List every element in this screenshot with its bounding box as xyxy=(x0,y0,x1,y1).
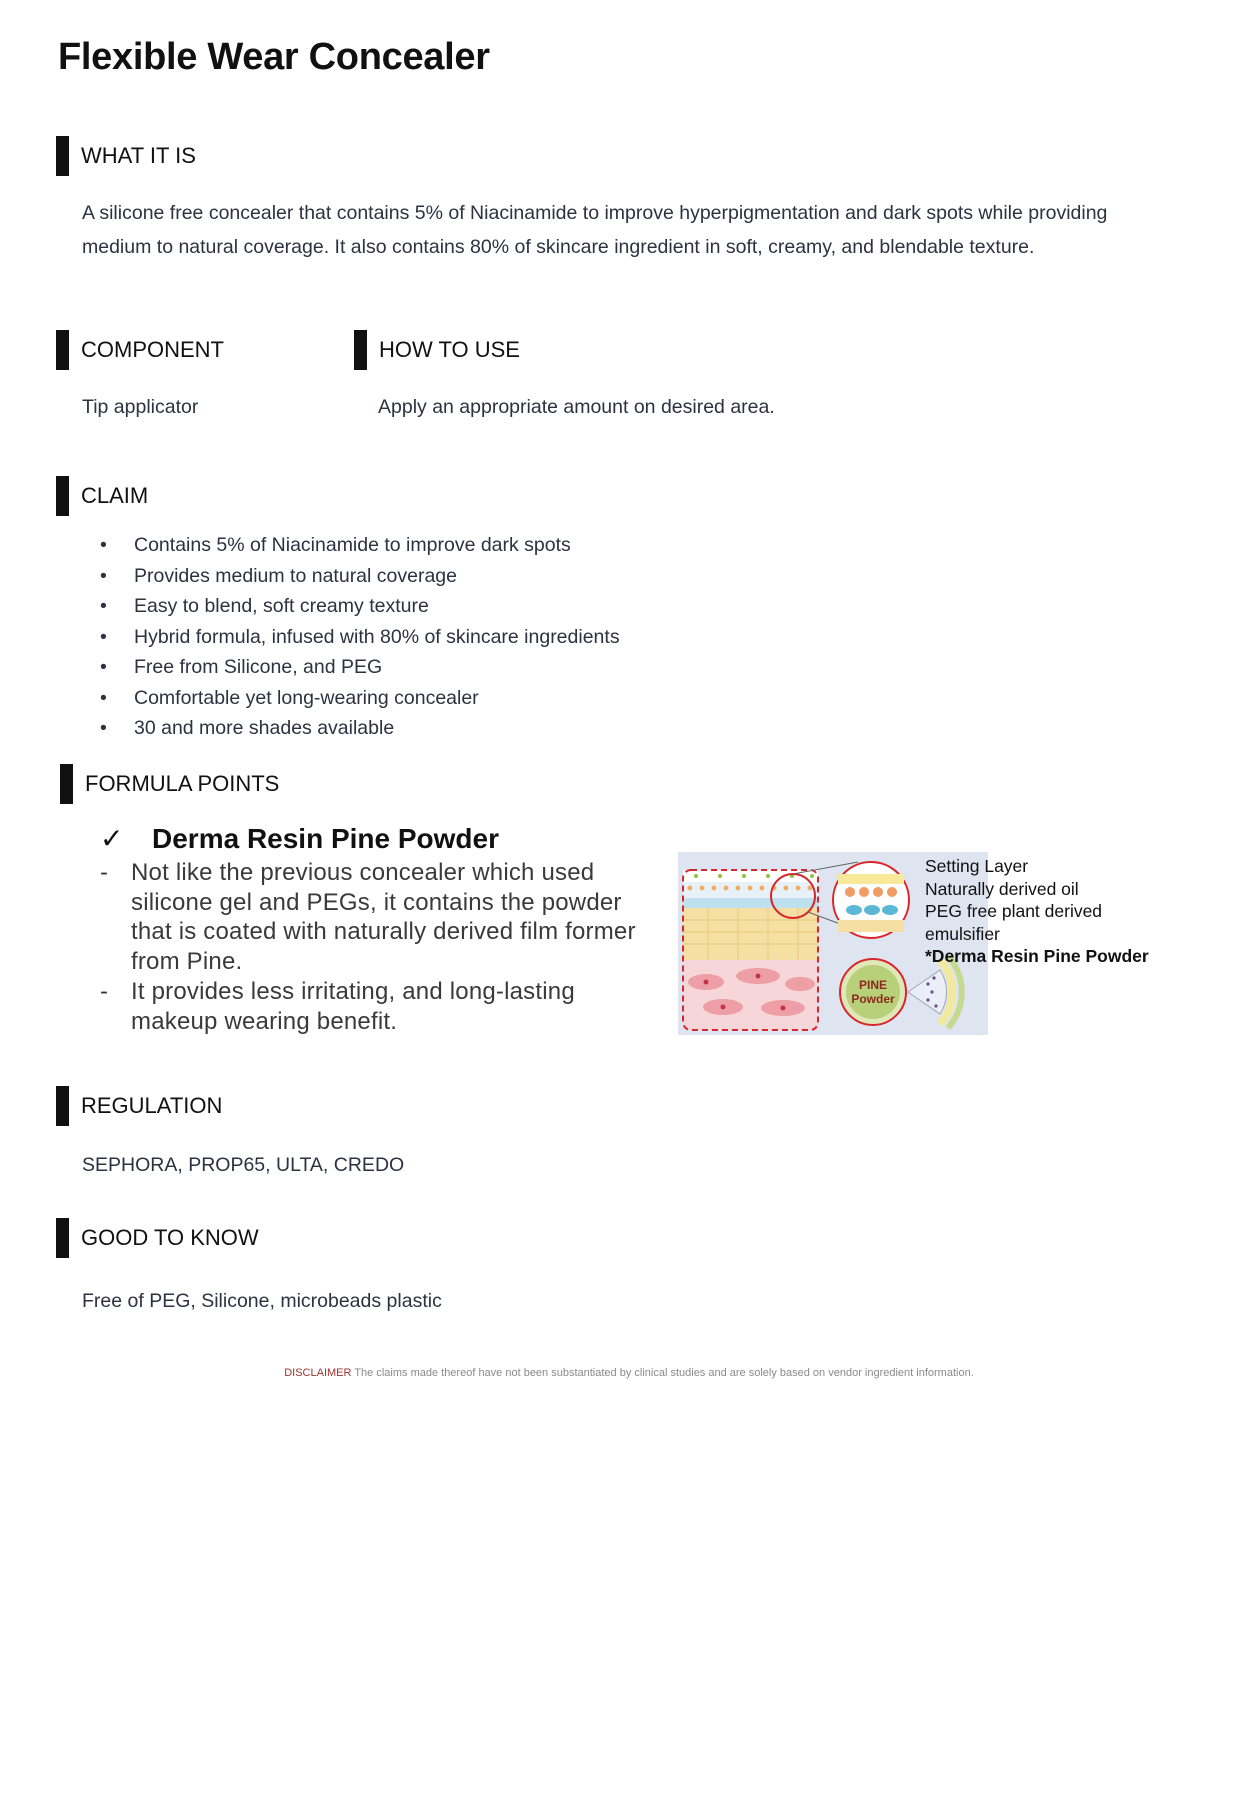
list-item: • Free from Silicone, and PEG xyxy=(100,656,383,678)
heading-marker xyxy=(56,136,69,176)
component-text: Tip applicator xyxy=(82,396,199,418)
claim-list xyxy=(96,530,620,744)
checkmark-icon: ✓ xyxy=(100,823,124,854)
list-item: • Provides medium to natural coverage xyxy=(100,564,457,587)
section-regulation-heading xyxy=(56,1086,222,1126)
section-how-to-use-heading xyxy=(354,330,520,370)
list-item: • Easy to blend, soft creamy texture xyxy=(100,595,429,617)
legend-line: PEG free plant derived xyxy=(925,901,1103,921)
heading-marker xyxy=(56,1086,69,1126)
what-it-is-text: A silicone free concealer that contains 5% of Niacinamide to improve hyperpigmentation and dark spots while providing medium to natural coverage. It also contains 80% of skincare ingredient in soft, creamy, and blendable texture. xyxy=(82,202,1108,258)
regulation-text: SEPHORA, PROP65, ULTA, CREDO xyxy=(82,1154,405,1176)
formula-point-list xyxy=(100,858,660,1036)
formula-point-title-text: Derma Resin Pine Powder xyxy=(152,822,500,854)
heading-label: CLAIM xyxy=(81,483,149,508)
legend-line: Setting Layer xyxy=(925,856,1029,876)
heading-marker xyxy=(56,330,69,370)
legend-line: *Derma Resin Pine Powder xyxy=(925,946,1149,966)
formula-point-title xyxy=(100,822,499,855)
section-component-heading xyxy=(56,330,224,370)
heading-label: COMPONENT xyxy=(81,337,224,362)
heading-marker xyxy=(56,476,69,516)
list-item: • Comfortable yet long-wearing concealer xyxy=(100,686,479,709)
diagram-legend xyxy=(925,855,1149,968)
heading-label: FORMULA POINTS xyxy=(85,771,280,796)
heading-label: HOW TO USE xyxy=(379,337,520,362)
list-item: • 30 and more shades available xyxy=(100,717,395,739)
legend-line: Naturally derived oil xyxy=(925,878,1079,899)
heading-label: GOOD TO KNOW xyxy=(81,1225,259,1250)
heading-label: REGULATION xyxy=(81,1093,223,1118)
heading-marker xyxy=(354,330,367,370)
good-to-know-text: Free of PEG, Silicone, microbeads plastic xyxy=(82,1290,442,1312)
section-formula-points-heading xyxy=(60,764,279,804)
heading-marker xyxy=(60,764,73,804)
section-what-it-is-heading xyxy=(56,136,196,176)
section-claim-heading xyxy=(56,476,148,516)
disclaimer-text: The claims made thereof have not been substantiated by clinical studies and are solely based on vendor ingredient information. xyxy=(354,1367,974,1379)
list-item: - Not like the previous concealer which used silicone gel and PEGs, it contains the powder that is coated with naturally derived film former from Pine. xyxy=(100,859,636,976)
pine-badge-line2: Powder xyxy=(851,992,895,1006)
page-title: Flexible Wear Concealer xyxy=(58,36,490,78)
list-item: - It provides less irritating, and long-lasting makeup wearing benefit. xyxy=(100,977,575,1035)
legend-line: emulsifier xyxy=(925,923,1000,944)
section-good-to-know-heading xyxy=(56,1218,259,1258)
heading-label: WHAT IT IS xyxy=(81,143,196,168)
heading-marker xyxy=(56,1218,69,1258)
pine-badge-line1: PINE xyxy=(858,978,888,992)
disclaimer xyxy=(0,1367,1258,1379)
list-item: • Contains 5% of Niacinamide to improve dark spots xyxy=(100,534,571,556)
list-item: • Hybrid formula, infused with 80% of skincare ingredients xyxy=(100,625,620,648)
disclaimer-label: DISCLAIMER xyxy=(284,1367,352,1379)
how-to-use-text: Apply an appropriate amount on desired area. xyxy=(378,396,775,418)
